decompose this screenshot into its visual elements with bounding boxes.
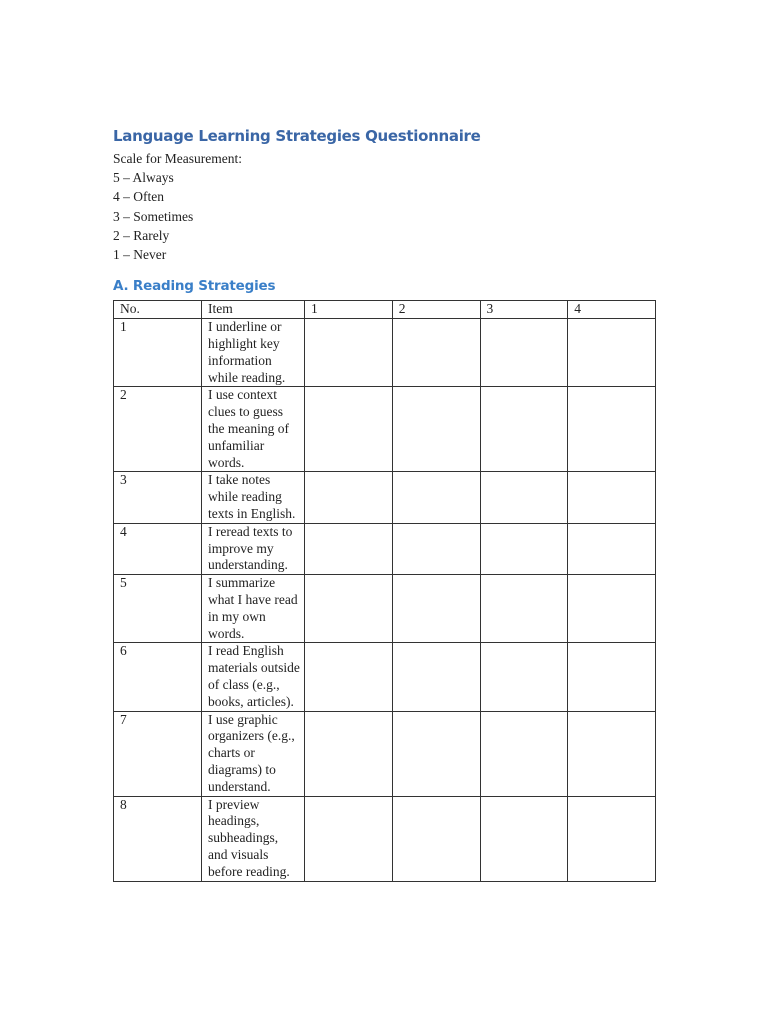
scale-level: 4 – Often: [113, 189, 164, 205]
rating-cell[interactable]: [480, 472, 568, 523]
row-item: [202, 796, 305, 881]
reading-strategies-table: [113, 300, 656, 881]
document-title: Language Learning Strategies Questionnaire: [113, 127, 481, 145]
column-header-rating: 4: [568, 301, 656, 319]
row-number: 5: [114, 575, 202, 643]
rating-cell[interactable]: [392, 796, 480, 881]
rating-cell[interactable]: [568, 575, 656, 643]
rating-cell[interactable]: [392, 643, 480, 711]
rating-cell[interactable]: [480, 319, 568, 387]
rating-cell[interactable]: [392, 575, 480, 643]
item-text: I take notes while reading texts in English.: [208, 472, 296, 521]
table-row: [114, 472, 656, 523]
table-row: [114, 387, 656, 472]
table-row: [114, 319, 656, 387]
rating-cell[interactable]: [480, 796, 568, 881]
table-row: [114, 575, 656, 643]
rating-cell[interactable]: [305, 643, 393, 711]
scale-level: 1 – Never: [113, 247, 167, 263]
rating-cell[interactable]: [568, 472, 656, 523]
rating-cell[interactable]: [568, 523, 656, 574]
rating-cell[interactable]: [392, 523, 480, 574]
table-header-row: [114, 301, 656, 319]
document-page: [113, 124, 655, 882]
table-row: [114, 643, 656, 711]
scale-level: 2 – Rarely: [113, 227, 170, 243]
rating-cell[interactable]: [568, 387, 656, 472]
row-item: [202, 711, 305, 796]
rating-cell[interactable]: [305, 523, 393, 574]
column-header-item: Item: [202, 301, 305, 319]
rating-cell[interactable]: [392, 472, 480, 523]
row-number: 4: [114, 523, 202, 574]
column-header-rating: 1: [305, 301, 393, 319]
table-row: [114, 796, 656, 881]
item-text: I preview headings, subheadings, and visuals before reading.: [208, 796, 290, 879]
column-header-rating: 3: [480, 301, 568, 319]
row-item: [202, 643, 305, 711]
rating-cell[interactable]: [568, 711, 656, 796]
item-text: I use context clues to guess the meaning of unfamiliar words.: [208, 387, 289, 470]
row-item: [202, 523, 305, 574]
rating-cell[interactable]: [480, 711, 568, 796]
rating-cell[interactable]: [305, 796, 393, 881]
section-heading: A. Reading Strategies: [113, 278, 276, 295]
rating-cell[interactable]: [305, 711, 393, 796]
row-number: 2: [114, 387, 202, 472]
rating-cell[interactable]: [305, 387, 393, 472]
item-text: I read English materials outside of class (e.g., books, articles).: [208, 643, 300, 709]
rating-cell[interactable]: [480, 387, 568, 472]
rating-cell[interactable]: [392, 387, 480, 472]
row-item: [202, 387, 305, 472]
item-text: I underline or highlight key information while reading.: [208, 319, 286, 385]
rating-cell[interactable]: [305, 472, 393, 523]
row-number: 6: [114, 643, 202, 711]
row-number: 3: [114, 472, 202, 523]
item-text: I reread texts to improve my understanding.: [208, 523, 293, 573]
scale-level: 3 – Sometimes: [113, 208, 194, 224]
rating-cell[interactable]: [568, 643, 656, 711]
rating-cell[interactable]: [568, 796, 656, 881]
rating-cell[interactable]: [480, 523, 568, 574]
column-header-rating: 2: [392, 301, 480, 319]
rating-cell[interactable]: [305, 575, 393, 643]
rating-cell[interactable]: [568, 319, 656, 387]
table-row: [114, 523, 656, 574]
rating-cell[interactable]: [392, 711, 480, 796]
scale-heading: Scale for Measurement:: [113, 151, 242, 166]
item-text: I summarize what I have read in my own words.: [208, 575, 298, 641]
measurement-scale: [113, 149, 655, 264]
item-text: I use graphic organizers (e.g., charts or diagrams) to understand.: [208, 711, 295, 794]
table-row: [114, 711, 656, 796]
row-item: [202, 319, 305, 387]
row-item: [202, 472, 305, 523]
rating-cell[interactable]: [305, 319, 393, 387]
rating-cell[interactable]: [392, 319, 480, 387]
row-item: [202, 575, 305, 643]
row-number: 1: [114, 319, 202, 387]
column-header-no: No.: [114, 301, 202, 319]
rating-cell[interactable]: [480, 643, 568, 711]
scale-level: 5 – Always: [113, 170, 174, 186]
row-number: 8: [114, 796, 202, 881]
rating-cell[interactable]: [480, 575, 568, 643]
row-number: 7: [114, 711, 202, 796]
